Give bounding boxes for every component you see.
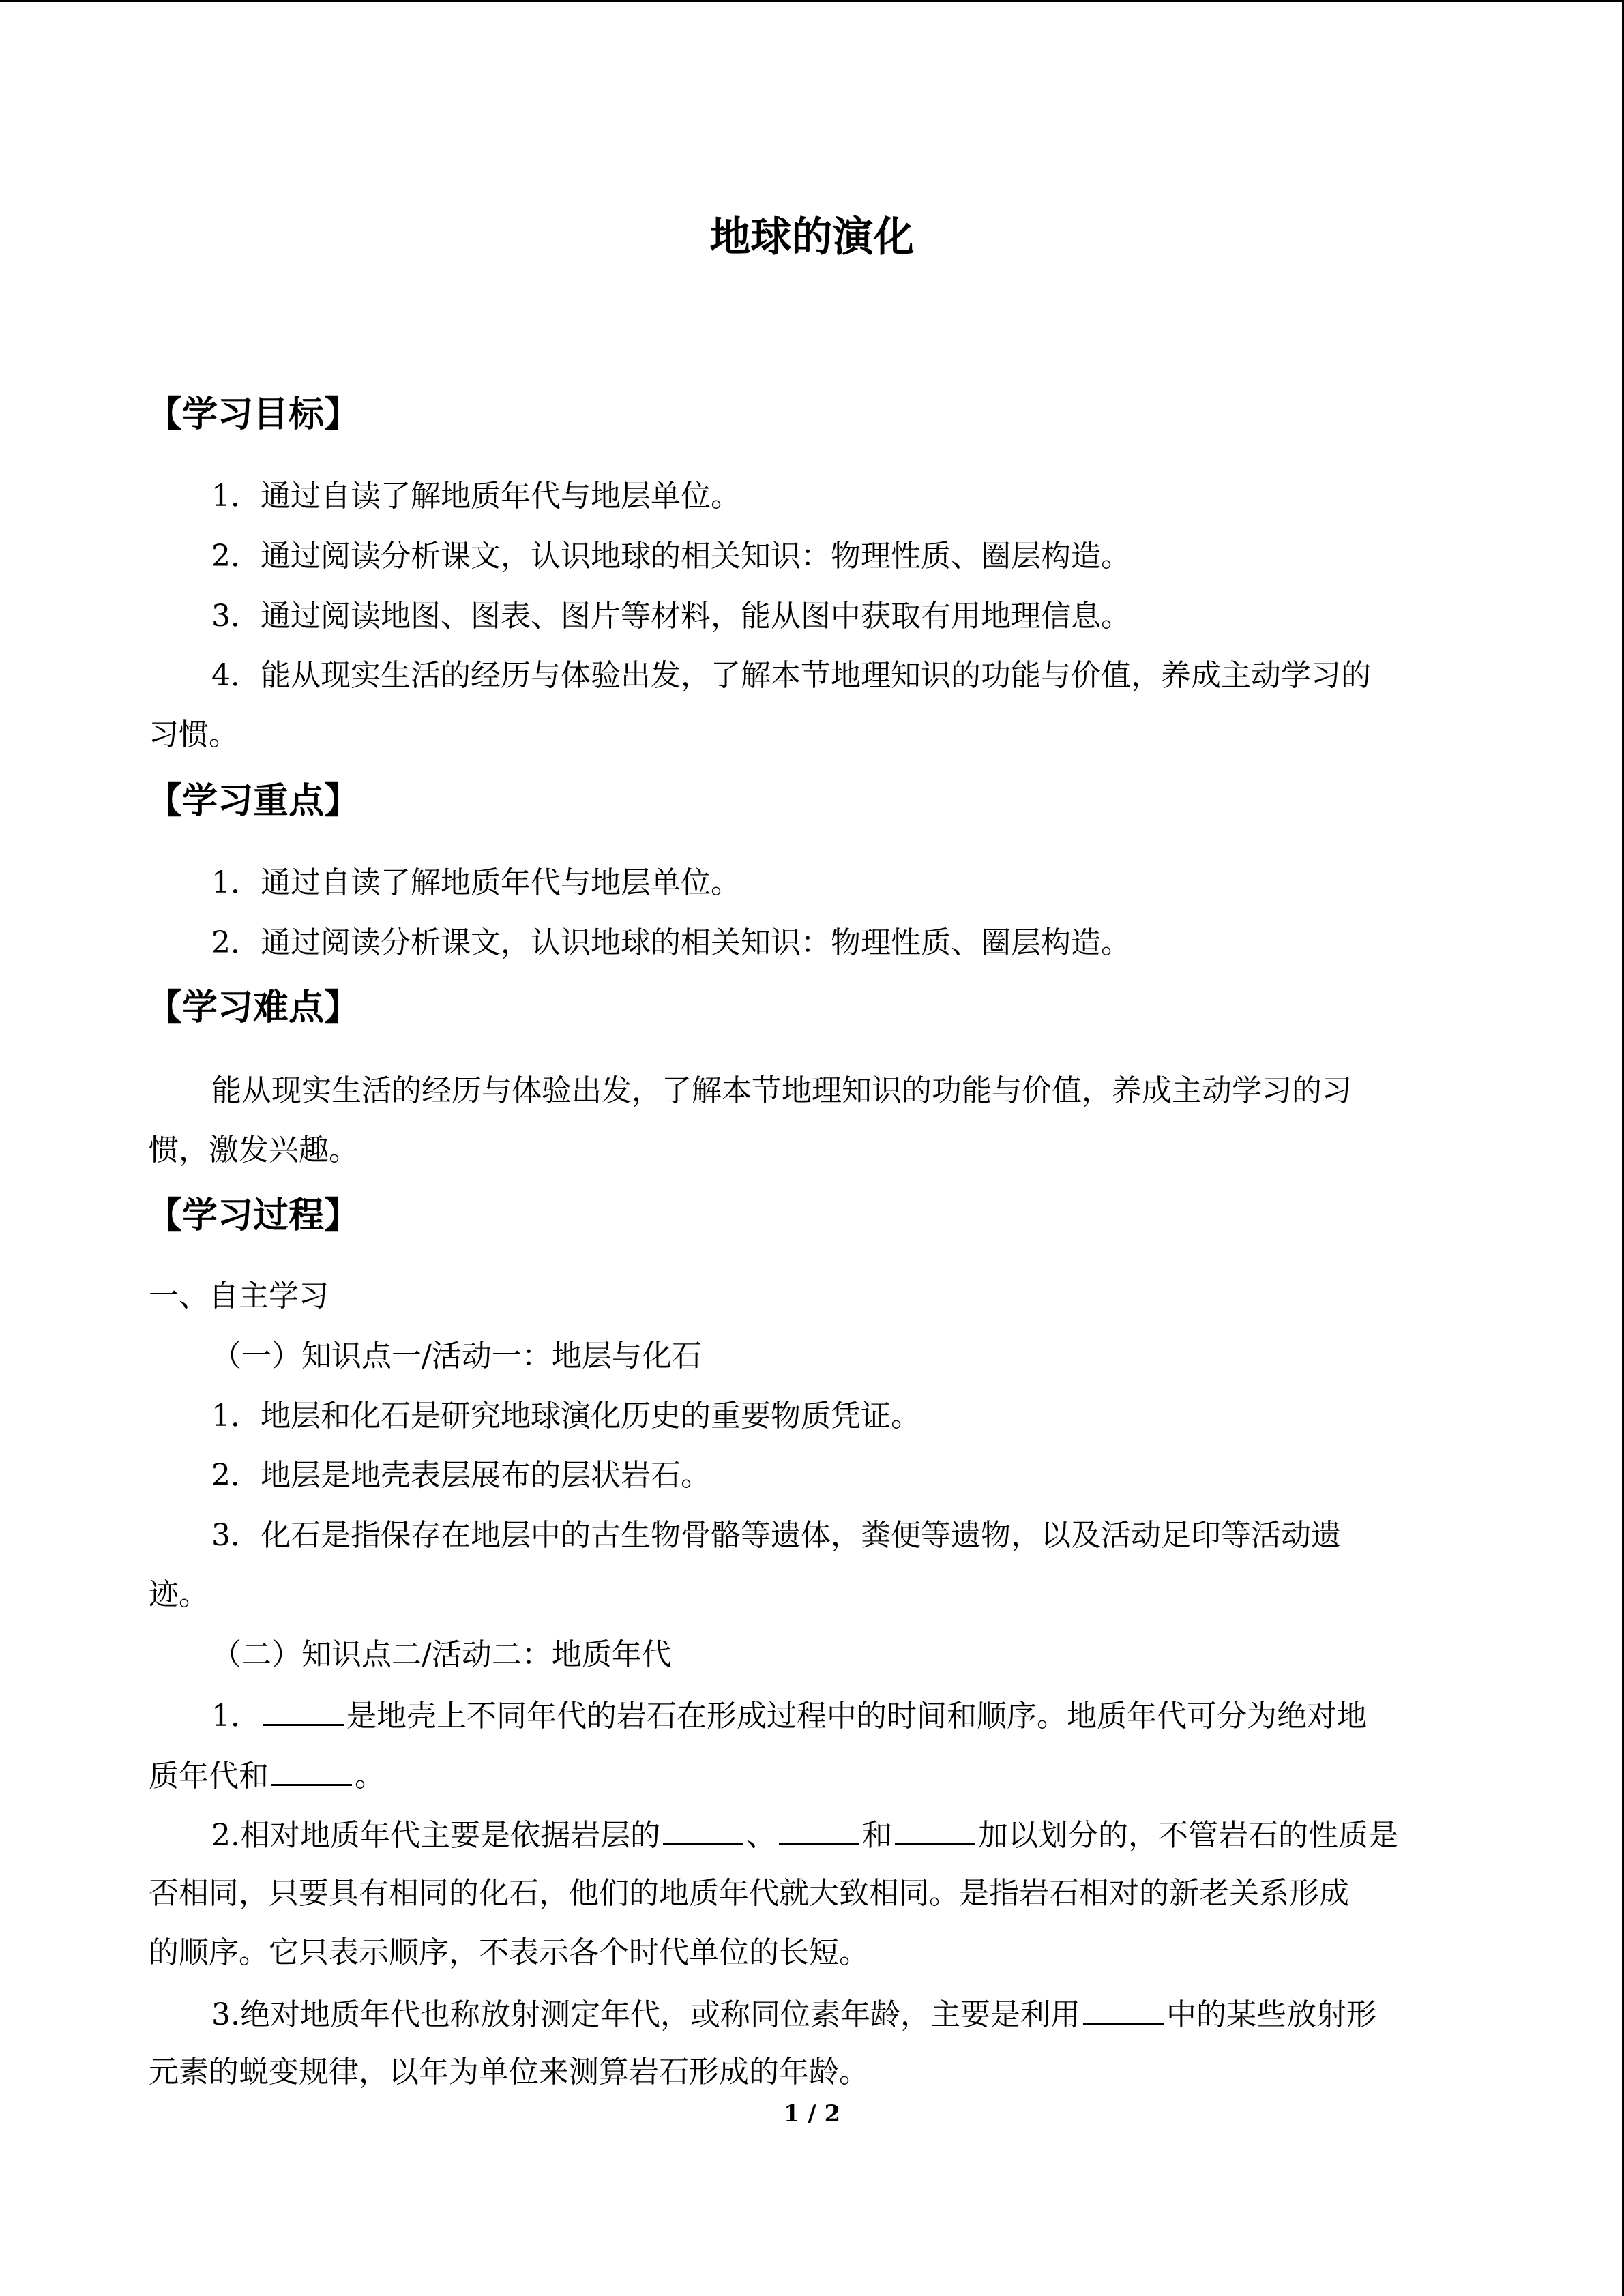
activity2-title: （二）知识点二/活动二：地质年代 (211, 1637, 672, 1672)
difficulties-heading: 【学习难点】 (147, 987, 360, 1028)
fill-blank[interactable] (263, 1694, 344, 1726)
activity2-question-1 (211, 1694, 1367, 1737)
activity2-question-3-line2: 元素的蜕变规律，以年为单位来测算岩石形成的年龄。 (149, 2055, 869, 2089)
question-2-text: 加以划分的，不管岩石的性质是 (977, 1818, 1398, 1853)
question-2-prefix: 2.相对地质年代主要是依据岩层的 (211, 1818, 660, 1853)
goals-item-1: 1．通过自读了解地质年代与地层单位。 (211, 479, 741, 513)
goals-item-2: 2．通过阅读分析课文，认识地球的相关知识：物理性质、圈层构造。 (211, 539, 1131, 573)
question-3-prefix: 3.绝对地质年代也称放射测定年代，或称同位素年龄，主要是利用 (211, 1997, 1080, 2032)
activity1-item-3-cont: 迹。 (149, 1577, 209, 1612)
fill-blank[interactable] (663, 1813, 743, 1845)
goals-item-4-cont: 习惯。 (149, 717, 239, 752)
process-heading: 【学习过程】 (147, 1195, 360, 1236)
page-number: 1 / 2 (783, 2100, 841, 2128)
difficulties-item-1: 能从现实生活的经历与体验出发，了解本节地理知识的功能与价值，养成主动学习的习 (211, 1073, 1352, 1108)
activity2-question-3 (211, 1993, 1376, 2036)
key-points-item-2: 2．通过阅读分析课文，认识地球的相关知识：物理性质、圈层构造。 (211, 925, 1131, 960)
fill-blank[interactable] (1083, 1993, 1164, 2025)
activity2-question-2-line3: 的顺序。它只表示顺序，不表示各个时代单位的长短。 (149, 1935, 869, 1970)
fill-blank[interactable] (895, 1813, 975, 1845)
goals-item-3: 3．通过阅读地图、图表、图片等材料，能从图中获取有用地理信息。 (211, 599, 1131, 633)
page-title: 地球的演化 (709, 213, 915, 261)
fill-blank[interactable] (271, 1754, 352, 1786)
activity1-item-1: 1．地层和化石是研究地球演化历史的重要物质凭证。 (211, 1399, 921, 1433)
goals-item-4: 4．能从现实生活的经历与体验出发，了解本节地理知识的功能与价值，养成主动学习的 (211, 658, 1371, 693)
difficulties-item-1-cont: 惯，激发兴趣。 (149, 1133, 359, 1167)
question-1-prefix: 1． (211, 1699, 261, 1733)
activity2-question-1-cont (149, 1754, 385, 1797)
question-1-line2-suffix: 。 (355, 1759, 385, 1793)
activity1-title: （一）知识点一/活动一：地层与化石 (211, 1339, 702, 1373)
fill-blank[interactable] (779, 1813, 859, 1845)
key-points-heading: 【学习重点】 (147, 781, 360, 822)
question-1-text: 是地壳上不同年代的岩石在形成过程中的时间和顺序。地质年代可分为绝对地 (346, 1699, 1367, 1733)
question-2-sep2: 和 (861, 1818, 892, 1853)
key-points-item-1: 1．通过自读了解地质年代与地层单位。 (211, 865, 741, 900)
question-2-sep1: 、 (745, 1818, 776, 1853)
activity1-item-2: 2．地层是地壳表层展布的层状岩石。 (211, 1458, 711, 1493)
activity1-item-3: 3．化石是指保存在地层中的古生物骨骼等遗体，粪便等遗物，以及活动足印等活动遗 (211, 1518, 1341, 1553)
activity2-question-2-line2: 否相同，只要具有相同的化石，他们的地质年代就大致相同。是指岩石相对的新老关系形成 (149, 1876, 1349, 1911)
question-1-line2-prefix: 质年代和 (149, 1759, 269, 1793)
goals-heading: 【学习目标】 (147, 394, 360, 435)
question-3-text: 中的某些放射形 (1166, 1997, 1376, 2032)
self-study-title: 一、自主学习 (149, 1279, 329, 1313)
activity2-question-2 (211, 1813, 1398, 1856)
